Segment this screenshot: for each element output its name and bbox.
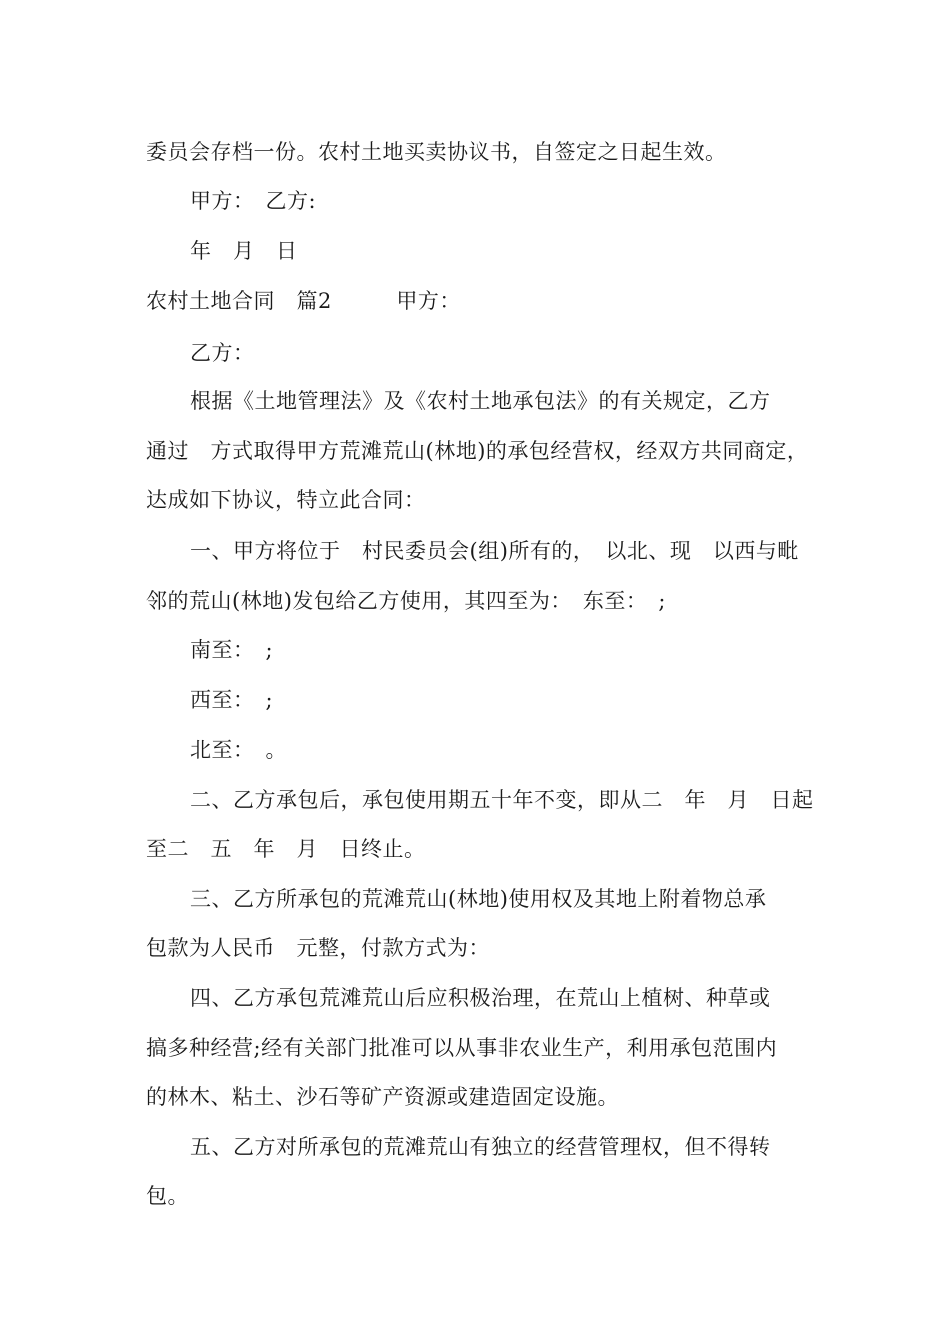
text-line: 通过 方式取得甲方荒滩荒山(林地)的承包经营权，经双方共同商定，	[146, 439, 809, 463]
text-line: 达成如下协议，特立此合同：	[146, 488, 426, 512]
text-line: 一、甲方将位于 村民委员会(组)所有的， 以北、现 以西与毗	[190, 539, 799, 563]
signature-parties-line: 甲方： 乙方:	[190, 189, 317, 213]
text-line: 根据《土地管理法》及《农村土地承包法》的有关规定，乙方	[190, 389, 771, 413]
boundary-west: 西至： ;	[190, 688, 274, 712]
text-line: 二、乙方承包后，承包使用期五十年不变，即从二 年 月 日起	[190, 788, 814, 812]
text-line: 搞多种经营;经有关部门批准可以从事非农业生产，利用承包范围内	[146, 1036, 778, 1060]
boundary-north: 北至： 。	[190, 738, 287, 762]
text-line: 邻的荒山(林地)发包给乙方使用，其四至为： 东至： ;	[146, 589, 666, 613]
party-b-line: 乙方：	[190, 341, 255, 365]
date-line: 年 月 日	[190, 239, 298, 263]
text-line: 委员会存档一份。农村土地买卖协议书，自签定之日起生效。	[146, 140, 727, 164]
text-line: 包。	[146, 1184, 189, 1208]
text-line: 四、乙方承包荒滩荒山后应积极治理，在荒山上植树、种草或	[190, 986, 771, 1010]
text-line: 至二 五 年 月 日终止。	[146, 837, 426, 861]
text-line: 三、乙方所承包的荒滩荒山(林地)使用权及其地上附着物总承	[190, 887, 767, 911]
section-heading: 农村土地合同 篇2 甲方：	[146, 289, 461, 313]
text-line: 的林木、粘土、沙石等矿产资源或建造固定设施。	[146, 1085, 619, 1109]
text-line: 五、乙方对所承包的荒滩荒山有独立的经营管理权，但不得转	[190, 1135, 771, 1159]
text-line: 包款为人民币 元整，付款方式为：	[146, 936, 490, 960]
boundary-south: 南至： ;	[190, 638, 274, 662]
